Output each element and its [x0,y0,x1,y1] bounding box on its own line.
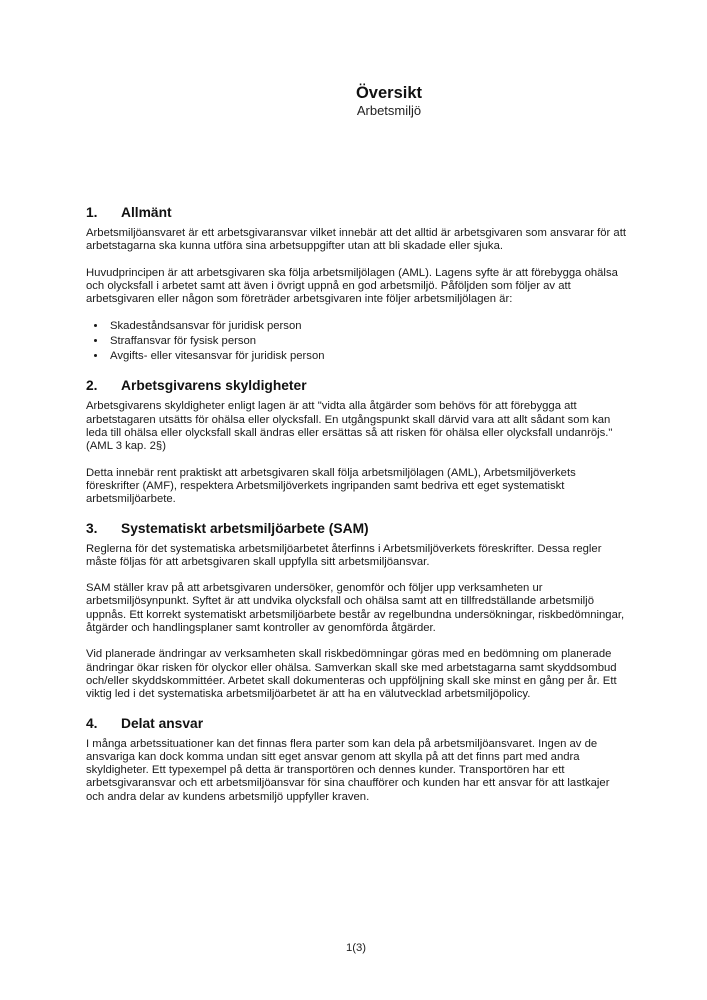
section-number: 4. [86,715,98,731]
title-block [86,83,692,118]
bullet-item: • Straffansvar för fysisk person [107,334,626,349]
section-arbetsgivarens-skyldigheter [86,378,626,506]
section-heading [86,378,626,394]
section-heading [86,205,626,221]
section-heading-text: Delat ansvar [121,715,204,731]
section-number: 1. [86,205,98,220]
document-title: Översikt [355,84,423,102]
section-systematiskt-arbetsmiljoarbete [86,521,626,702]
section-heading [86,521,626,537]
paragraph: Reglerna för det systematiska arbetsmiljöarbetet återfinns i Arbetsmiljöverkets föreskrifter. Dessa regler måste följas för att arbetsgivaren skall uppfylla sitt arbetsmiljöansvar. [86,542,602,568]
paragraph: I många arbetssituationer kan det finnas flera parter som kan dela på arbetsmiljöansvaret. Ingen av de ansvariga kan dock komma undan sitt eget ansvar genom att skylla på att det finns part med andra skyldigheter. Ett typexempel på detta är transportören och dennes kunder. Transportören har ett arbetsgivaransvar och ett arbetsmiljöansvar för sina chaufförer och kunden har ett ansvar för att lastkajer och andra delar av kundens arbetsmiljö uppfyller kraven. [86,737,610,803]
paragraph: Huvudprincipen är att arbetsgivaren ska följa arbetsmiljölagen (AML). Lagens syfte är att förebygga ohälsa och olycksfall i arbetet samt att även i övrigt uppnå en god arbetsmiljö. Påföljden som följer av att arbetsgivaren eller någon som företräder arbetsgivaren inte följer arbetsmiljölagen är: [86,266,618,306]
bullet-item: • Avgifts- eller vitesansvar för juridisk person [107,349,626,364]
paragraph: Vid planerade ändringar av verksamheten skall riskbedömningar göras med en bedömning om planerade ändringar ökar risken för olyckor eller ohälsa. Samverkan skall ske med arbetstagarna samt skyddsombud och/eller skyddskommittéer. Arbetet skall dokumenteras och uppföljning skall ske minst en gång per år. Ett viktig led i det systematiska arbetsmiljöarbetet är att ha en välutvecklad arbetsmiljöpolicy. [86,648,617,701]
section-number: 3. [86,520,98,536]
page-number: 1(3) [345,942,367,954]
paragraph: Detta innebär rent praktiskt att arbetsgivaren skall följa arbetsmiljölagen (AML), Arbetsmiljöverkets föreskrifter (AMF), respektera Arbetsmiljöverkets ingripanden samt bedriva ett eget systematiskt arbetsmiljöarbete. [86,466,576,506]
paragraph: SAM ställer krav på att arbetsgivaren undersöker, genomför och följer upp verksamheten ur arbetsmiljösynpunkt. Syftet är att undvika olycksfall och ohälsa samt att en tillfredställande arbetsmiljö uppnås. Ett korrekt systematiskt arbetsmiljöarbete består av regelbundna undersökningar, riskbedömningar, åtgärder och handlingsplaner samt kontroller av genomförda åtgärder. [86,582,625,635]
section-heading [86,716,626,732]
paragraph: Arbetsgivarens skyldigheter enligt lagen är att "vidta alla åtgärder som behövs för att förebygga att arbetstagaren utsätts för ohälsa eller olycksfall. En utgångspunkt skall därvid vara att allt sådant som kan leda till ohälsa eller olycksfall skall ändras eller ersättas så att risken för ohälsa eller olycksfall undanröjs." (AML 3 kap. 2§) [86,400,613,453]
section-heading-text: Arbetsgivarens skyldigheter [121,378,307,394]
section-allmant [86,205,626,364]
section-delat-ansvar [86,716,626,804]
bullet-item: • Skadeståndsansvar för juridisk person [107,319,626,334]
bullet-list [86,319,626,364]
document-subtitle: Arbetsmiljö [356,103,422,118]
section-heading-text: Systematiskt arbetsmiljöarbete (SAM) [121,520,369,536]
section-heading-text: Allmänt [121,205,172,220]
document-body [86,205,626,804]
document-content [86,0,626,817]
section-number: 2. [86,378,98,394]
paragraph: Arbetsmiljöansvaret är ett arbetsgivaransvar vilket innebär att det alltid är arbetsgivaren som ansvarar för att arbetstagarna ska kunna utföra sina arbetsuppgifter utan att bli skadade eller sjuka. [86,227,626,253]
